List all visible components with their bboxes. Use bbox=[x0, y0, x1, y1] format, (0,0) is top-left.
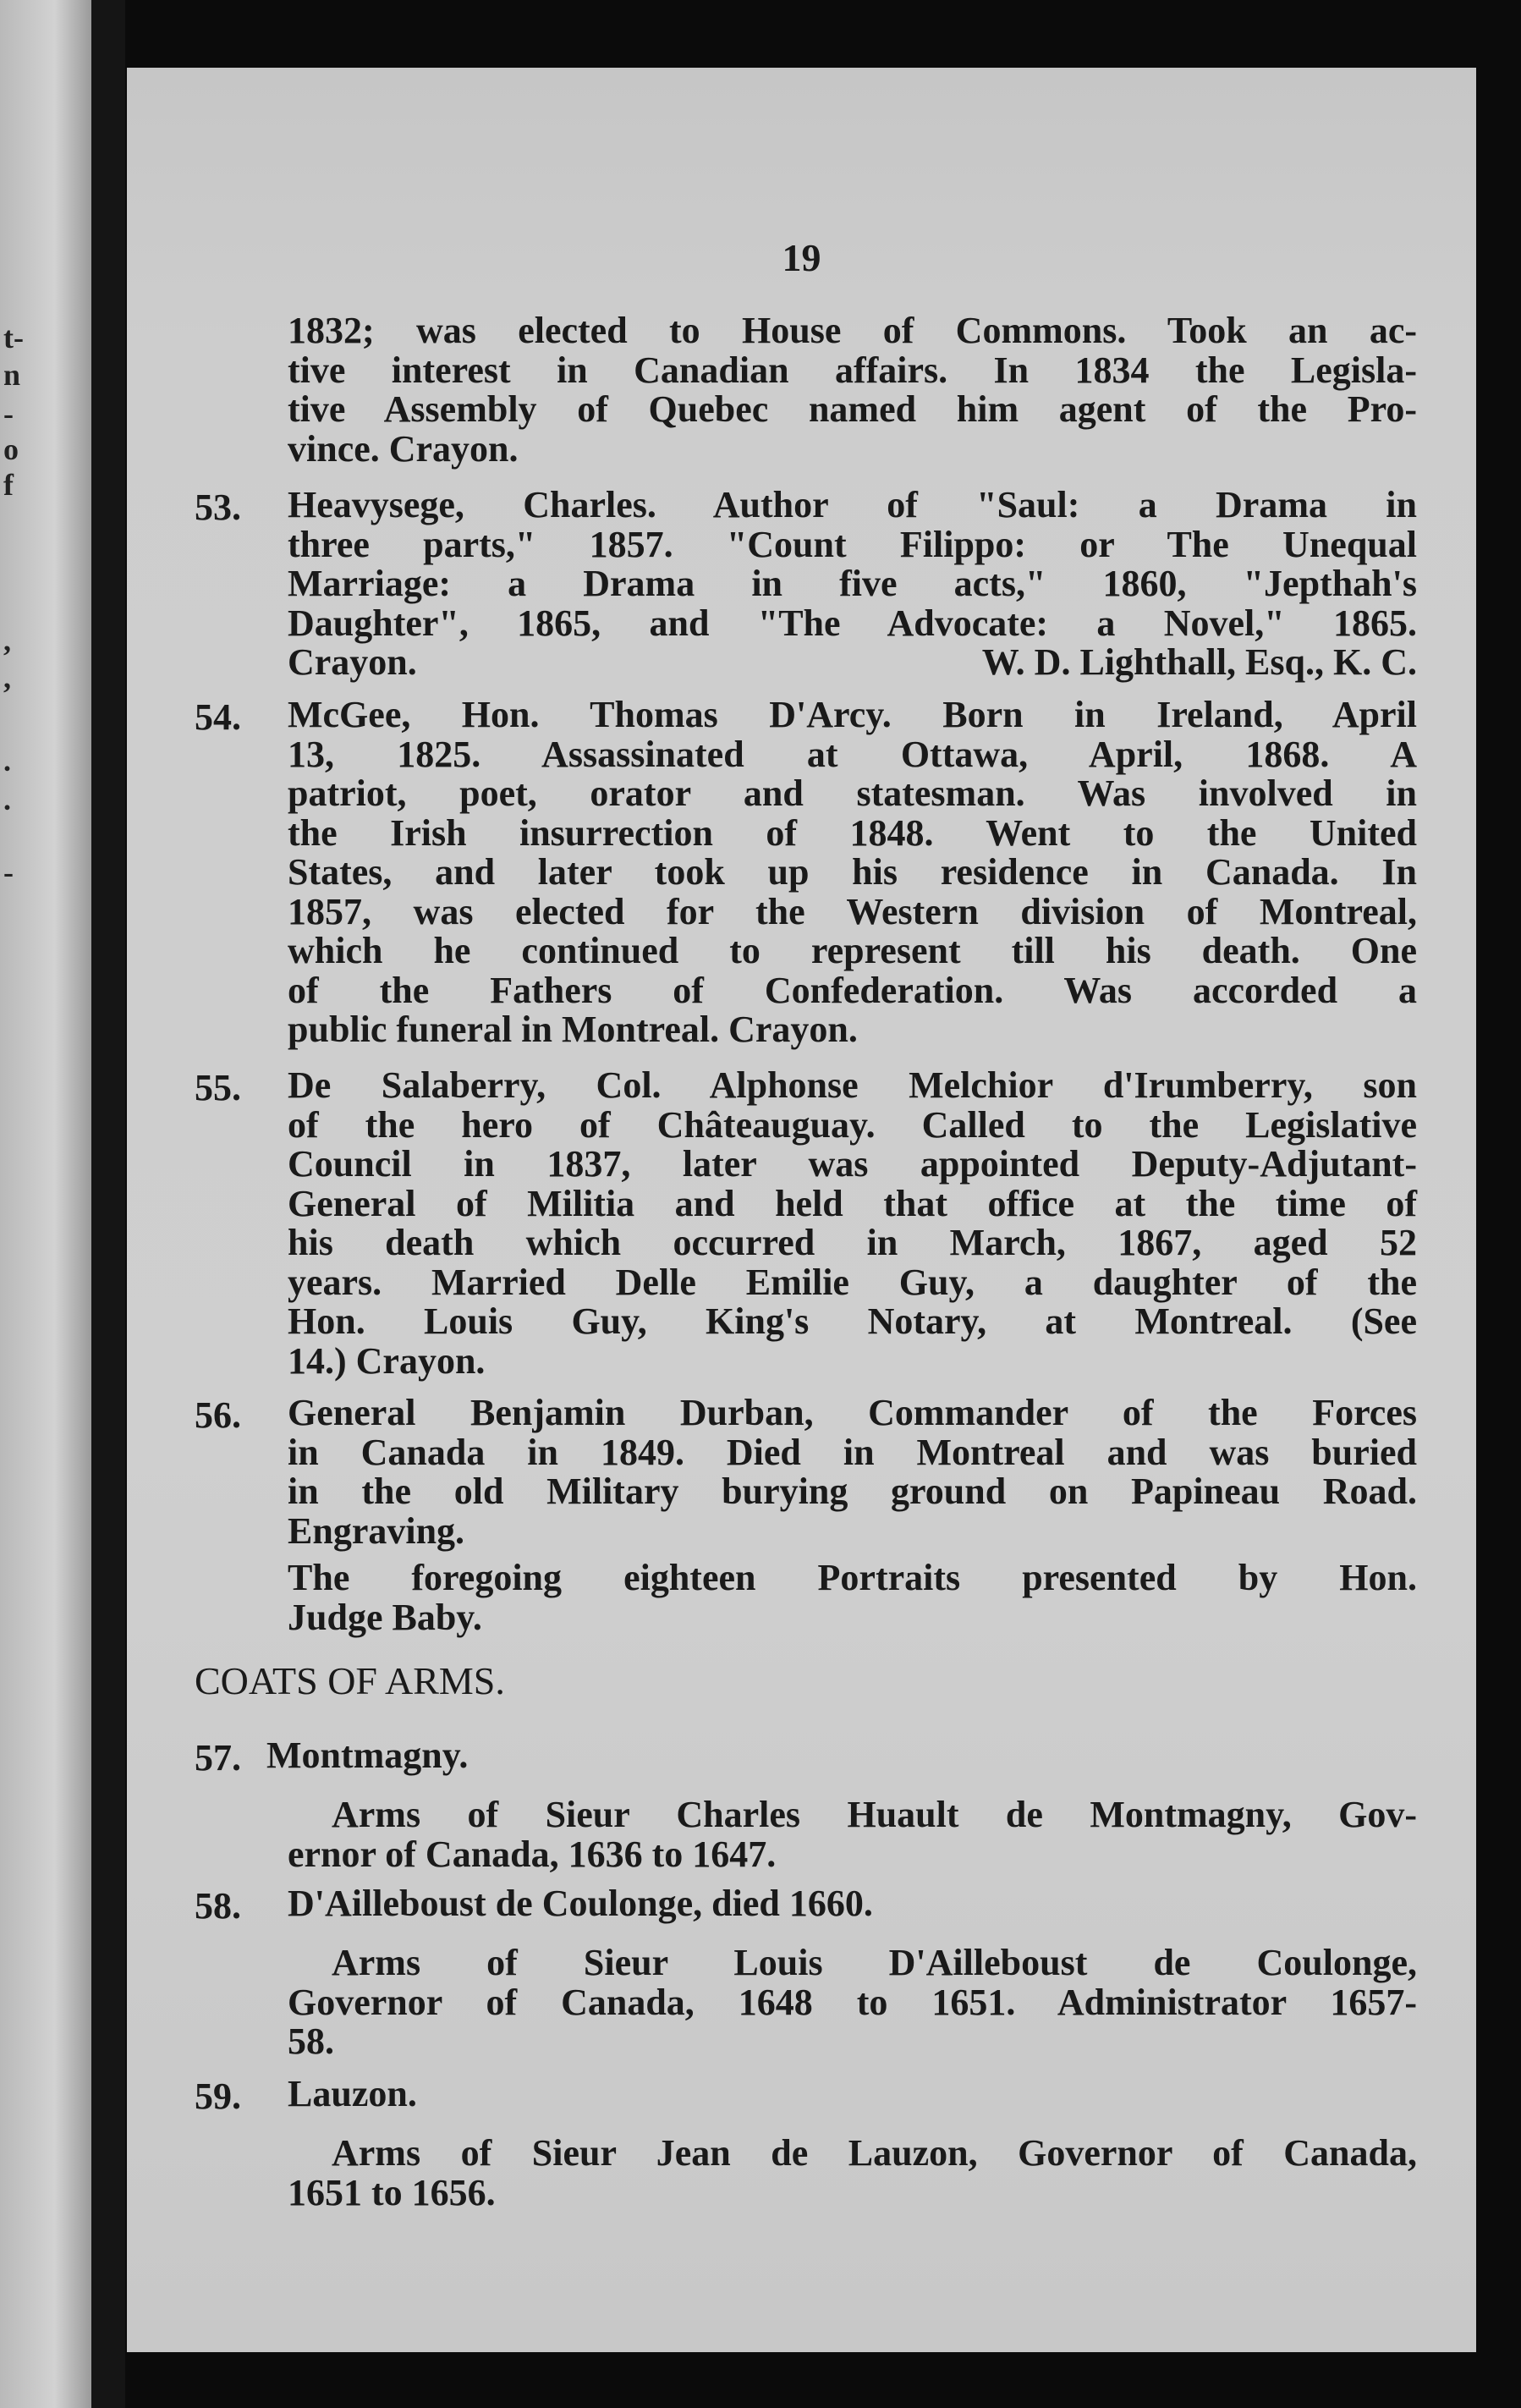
text-line: Hon. Louis Guy, King's Notary, at Montreal. (See bbox=[288, 1300, 1417, 1342]
facing-page-fragment: o bbox=[3, 432, 19, 466]
text-line: 1857, was elected for the Western division of Montreal, bbox=[288, 890, 1417, 932]
entry-number: 58. bbox=[195, 1885, 241, 1927]
arms-59-description bbox=[288, 2134, 1417, 2213]
text-line: Engraving. bbox=[288, 1509, 465, 1552]
text-line: which he continued to represent till his death. One bbox=[288, 930, 1417, 971]
text-line: Heavysege, Charles. Author of "Saul: a Drama in bbox=[288, 484, 1417, 525]
arms-57-description bbox=[288, 1795, 1417, 1874]
text-line: McGee, Hon. Thomas D'Arcy. Born in Ireland, April bbox=[288, 694, 1417, 735]
entry-number: 57. bbox=[195, 1737, 241, 1779]
text-line: in Canada in 1849. Died in Montreal and was buried bbox=[288, 1431, 1417, 1473]
text-line: public funeral in Montreal. Crayon. bbox=[288, 1009, 858, 1050]
facing-page-fragment: n bbox=[3, 358, 21, 392]
text-line: in the old Military burying ground on Papineau Road. bbox=[288, 1471, 1417, 1512]
text-line: three parts," 1857. "Count Filippo: or The Unequal bbox=[288, 523, 1417, 565]
text-line: Arms of Sieur Louis D'Ailleboust de Coulonge, bbox=[332, 1942, 1417, 1983]
facing-page-fragment: f bbox=[3, 468, 14, 502]
facing-page-fragment: t- bbox=[3, 321, 24, 355]
section-heading: COATS OF ARMS. bbox=[195, 1659, 505, 1702]
book-gutter bbox=[91, 0, 125, 2408]
text-line: 1651 to 1656. bbox=[288, 2171, 496, 2213]
presentation-note bbox=[288, 1559, 1417, 1637]
intro-paragraph bbox=[288, 311, 1417, 469]
arms-title: Montmagny. bbox=[266, 1735, 469, 1776]
entry-54 bbox=[288, 695, 1417, 1050]
medium: Crayon. bbox=[288, 641, 417, 683]
text-line: of the hero of Châteauguay. Called to the Legislative bbox=[288, 1103, 1417, 1146]
facing-page-fragment: - bbox=[3, 397, 14, 431]
text-line: 13, 1825. Assassinated at Ottawa, April, 1868. A bbox=[288, 733, 1417, 775]
text-line: Arms of Sieur Charles Huault de Montmagny, Gov- bbox=[332, 1794, 1417, 1835]
text-line: The foregoing eighteen Portraits presented by Hon. bbox=[288, 1557, 1417, 1598]
text-line: Arms of Sieur Jean de Lauzon, Governor of Canada, bbox=[332, 2132, 1417, 2174]
text-line: Marriage: a Drama in five acts," 1860, "Jepthah's bbox=[288, 563, 1417, 604]
text-line: his death which occurred in March, 1867, aged 52 bbox=[288, 1222, 1417, 1263]
text-line: tive interest in Canadian affairs. In 1834 the Legisla- bbox=[288, 349, 1417, 391]
entry-55 bbox=[288, 1066, 1417, 1381]
facing-page-fragment: . bbox=[3, 783, 11, 816]
text-line: ernor of Canada, 1636 to 1647. bbox=[288, 1833, 777, 1875]
text-line: General Benjamin Durban, Commander of the Forces bbox=[288, 1392, 1417, 1433]
text-line: the Irish insurrection of 1848. Went to the United bbox=[288, 811, 1417, 854]
arms-title: Lauzon. bbox=[288, 2073, 417, 2114]
text-line: De Salaberry, Col. Alphonse Melchior d'Irumberry, son bbox=[288, 1064, 1417, 1106]
page-number: 19 bbox=[782, 236, 821, 279]
entry-53 bbox=[288, 486, 1417, 683]
entry-number: 54. bbox=[195, 696, 241, 738]
text-line: General of Militia and held that office at the time of bbox=[288, 1182, 1417, 1224]
text-line: 58. bbox=[288, 2020, 334, 2062]
facing-page-fragment: , bbox=[3, 624, 11, 657]
text-line: 1832; was elected to House of Commons. Took an ac- bbox=[288, 310, 1417, 351]
text-line: patriot, poet, orator and statesman. Was involved in bbox=[288, 772, 1417, 814]
book-page bbox=[127, 68, 1476, 2352]
text-line: of the Fathers of Confederation. Was accorded a bbox=[288, 969, 1417, 1011]
text-line: States, and later took up his residence in Canada. In bbox=[288, 851, 1417, 893]
text-line: years. Married Delle Emilie Guy, a daughter of the bbox=[288, 1261, 1417, 1303]
facing-page-fragment: , bbox=[3, 661, 11, 695]
entry-number: 59. bbox=[195, 2075, 241, 2117]
text-line: vince. Crayon. bbox=[288, 427, 519, 470]
text-line: tive Assembly of Quebec named him agent of the Pro- bbox=[288, 388, 1417, 430]
donor: W. D. Lighthall, Esq., K. C. bbox=[981, 641, 1417, 683]
text-line: 14.) Crayon. bbox=[288, 1339, 486, 1382]
text-line: Governor of Canada, 1648 to 1651. Administrator 1657- bbox=[288, 1981, 1417, 2023]
entry-number: 53. bbox=[195, 487, 241, 528]
text-line: Judge Baby. bbox=[288, 1596, 482, 1638]
entry-number: 55. bbox=[195, 1067, 241, 1108]
facing-page-fragment: - bbox=[3, 855, 14, 889]
arms-58-description bbox=[288, 1943, 1417, 2062]
facing-page-edge bbox=[0, 0, 91, 2408]
facing-page-fragment: . bbox=[3, 744, 11, 778]
arms-title: D'Ailleboust de Coulonge, died 1660. bbox=[288, 1883, 873, 1924]
entry-number: 56. bbox=[195, 1394, 241, 1436]
text-line: Daughter", 1865, and "The Advocate: a Novel," 1865. bbox=[288, 602, 1417, 644]
attribution-line bbox=[288, 643, 1417, 683]
entry-56 bbox=[288, 1394, 1417, 1551]
text-line: Council in 1837, later was appointed Deputy-Adjutant- bbox=[288, 1143, 1417, 1185]
